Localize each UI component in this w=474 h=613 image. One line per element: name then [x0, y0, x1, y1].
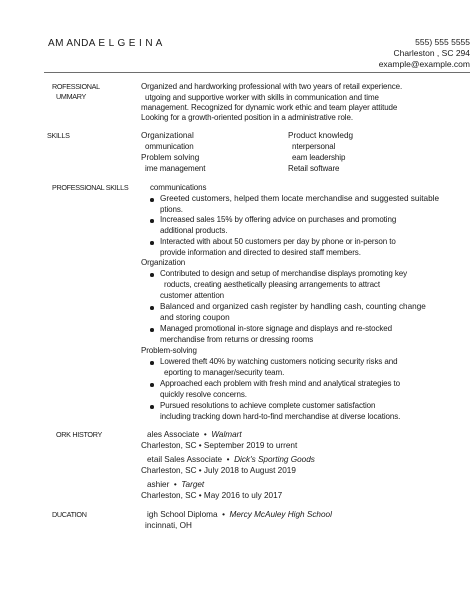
skill-group-title: Organization [141, 258, 186, 267]
skill-bullet-line: Greeted customers, helped them locate merchandise and suggested suitable [160, 194, 439, 203]
bullet-icon [150, 241, 154, 245]
skill-bullet-line: Contributed to design and setup of merchandise displays promoting key [160, 269, 408, 278]
summary-label-line1: ROFESSIONAL [52, 82, 100, 91]
job-title: etail Sales Associate • Dick's Sporting Goods [147, 455, 315, 464]
contact-email[interactable]: example@example.com [378, 59, 470, 69]
bullet-icon [150, 405, 154, 409]
skill-bullet-line: Approached each problem with fresh mind and analytical strategies to [160, 379, 401, 388]
skill-bullet-line: ptions. [160, 205, 183, 214]
work-history-label: ORK HISTORY [56, 430, 102, 439]
skill-group-title: communications [150, 183, 207, 192]
job-title-text: ales Associate [147, 430, 200, 439]
skill-item: Product knowledg [288, 131, 354, 140]
applicant-name: AM ANDA E L G E I N A [48, 38, 163, 49]
job-company: Dick's Sporting Goods [234, 455, 315, 464]
skill-bullet-line: merchandise from returns or dressing rooms [160, 335, 314, 344]
pro-skills-label: PROFESSIONAL SKILLS [52, 183, 129, 192]
job-company: Target [181, 480, 205, 489]
skill-item: Organizational [141, 131, 194, 140]
skill-bullet-line: customer attention [160, 291, 225, 300]
bullet-icon [150, 383, 154, 387]
skill-item: Retail software [288, 164, 340, 173]
job-details: Charleston, SC • July 2018 to August 2019 [141, 466, 296, 475]
summary-line: utgoing and supportive worker with skills in communication and time [145, 93, 379, 102]
skill-bullet-line: roducts, creating aesthetically pleasing arrangements to attract [164, 280, 380, 289]
skill-group-title: Problem-solving [141, 346, 197, 355]
skill-item: Problem solving [141, 153, 200, 162]
skill-bullet-line: including tracking down hard-to-find merchandise at diverse locations. [160, 412, 401, 421]
bullet-icon [150, 198, 154, 202]
skill-bullet-line: and storing coupon [160, 313, 230, 322]
skill-bullet-line: Pursued resolutions to achieve complete customer satisfaction [160, 401, 376, 410]
job-details: Charleston, SC • September 2019 to urrent [141, 441, 298, 450]
summary-line: management. Recognized for dynamic work ethic and team player attitude [141, 103, 398, 112]
degree-text: igh School Diploma [147, 510, 218, 519]
summary-line: Organized and hardworking professional with two years of retail experience. [141, 82, 403, 91]
bullet-icon [150, 328, 154, 332]
skill-bullet-line: quickly resolve concerns. [160, 390, 247, 399]
skill-item: nterpersonal [292, 142, 336, 151]
bullet-icon [150, 273, 154, 277]
job-title-text: etail Sales Associate [147, 455, 223, 464]
summary-line: Looking for a growth-oriented position in a administrative role. [141, 113, 353, 122]
school-name: Mercy McAuley High School [229, 510, 332, 519]
skill-bullet-line: Managed promotional in-store signage and displays and re-stocked [160, 324, 392, 333]
bullet-icon [150, 361, 154, 365]
education-degree: igh School Diploma • Mercy McAuley High School [147, 510, 332, 519]
job-title: ales Associate • Walmart [147, 430, 242, 439]
job-title-text: ashier [147, 480, 170, 489]
skill-item: ime management [145, 164, 206, 173]
education-label: DUCATION [52, 510, 87, 519]
skills-label: SKILLS [47, 131, 70, 140]
job-title: ashier • Target [147, 480, 205, 489]
summary-label-line2: UMMARY [56, 92, 87, 101]
bullet-icon [150, 219, 154, 223]
contact-phone: 555) 555 5555 [415, 37, 470, 47]
header-divider [44, 72, 470, 73]
contact-location: Charleston , SC 294 [393, 48, 470, 58]
job-company: Walmart [211, 430, 242, 439]
skill-item: eam leadership [292, 153, 346, 162]
skill-bullet-line: Interacted with about 50 customers per day by phone or in-person to [160, 237, 396, 246]
skill-bullet-line: additional products. [160, 226, 228, 235]
bullet-icon [150, 306, 154, 310]
skill-bullet-line: eporting to manager/security team. [164, 368, 285, 377]
skill-bullet-line: Balanced and organized cash register by handling cash, counting change [160, 302, 426, 311]
skill-bullet-line: provide information and directed to desired staff members. [160, 248, 361, 257]
job-details: Charleston, SC • May 2016 to uly 2017 [141, 491, 283, 500]
skill-bullet-line: Increased sales 15% by offering advice on purchases and promoting [160, 215, 397, 224]
skill-item: ommunication [145, 142, 194, 151]
skill-bullet-line: Lowered theft 40% by watching customers noticing security risks and [160, 357, 398, 366]
education-location: incinnati, OH [145, 521, 192, 530]
